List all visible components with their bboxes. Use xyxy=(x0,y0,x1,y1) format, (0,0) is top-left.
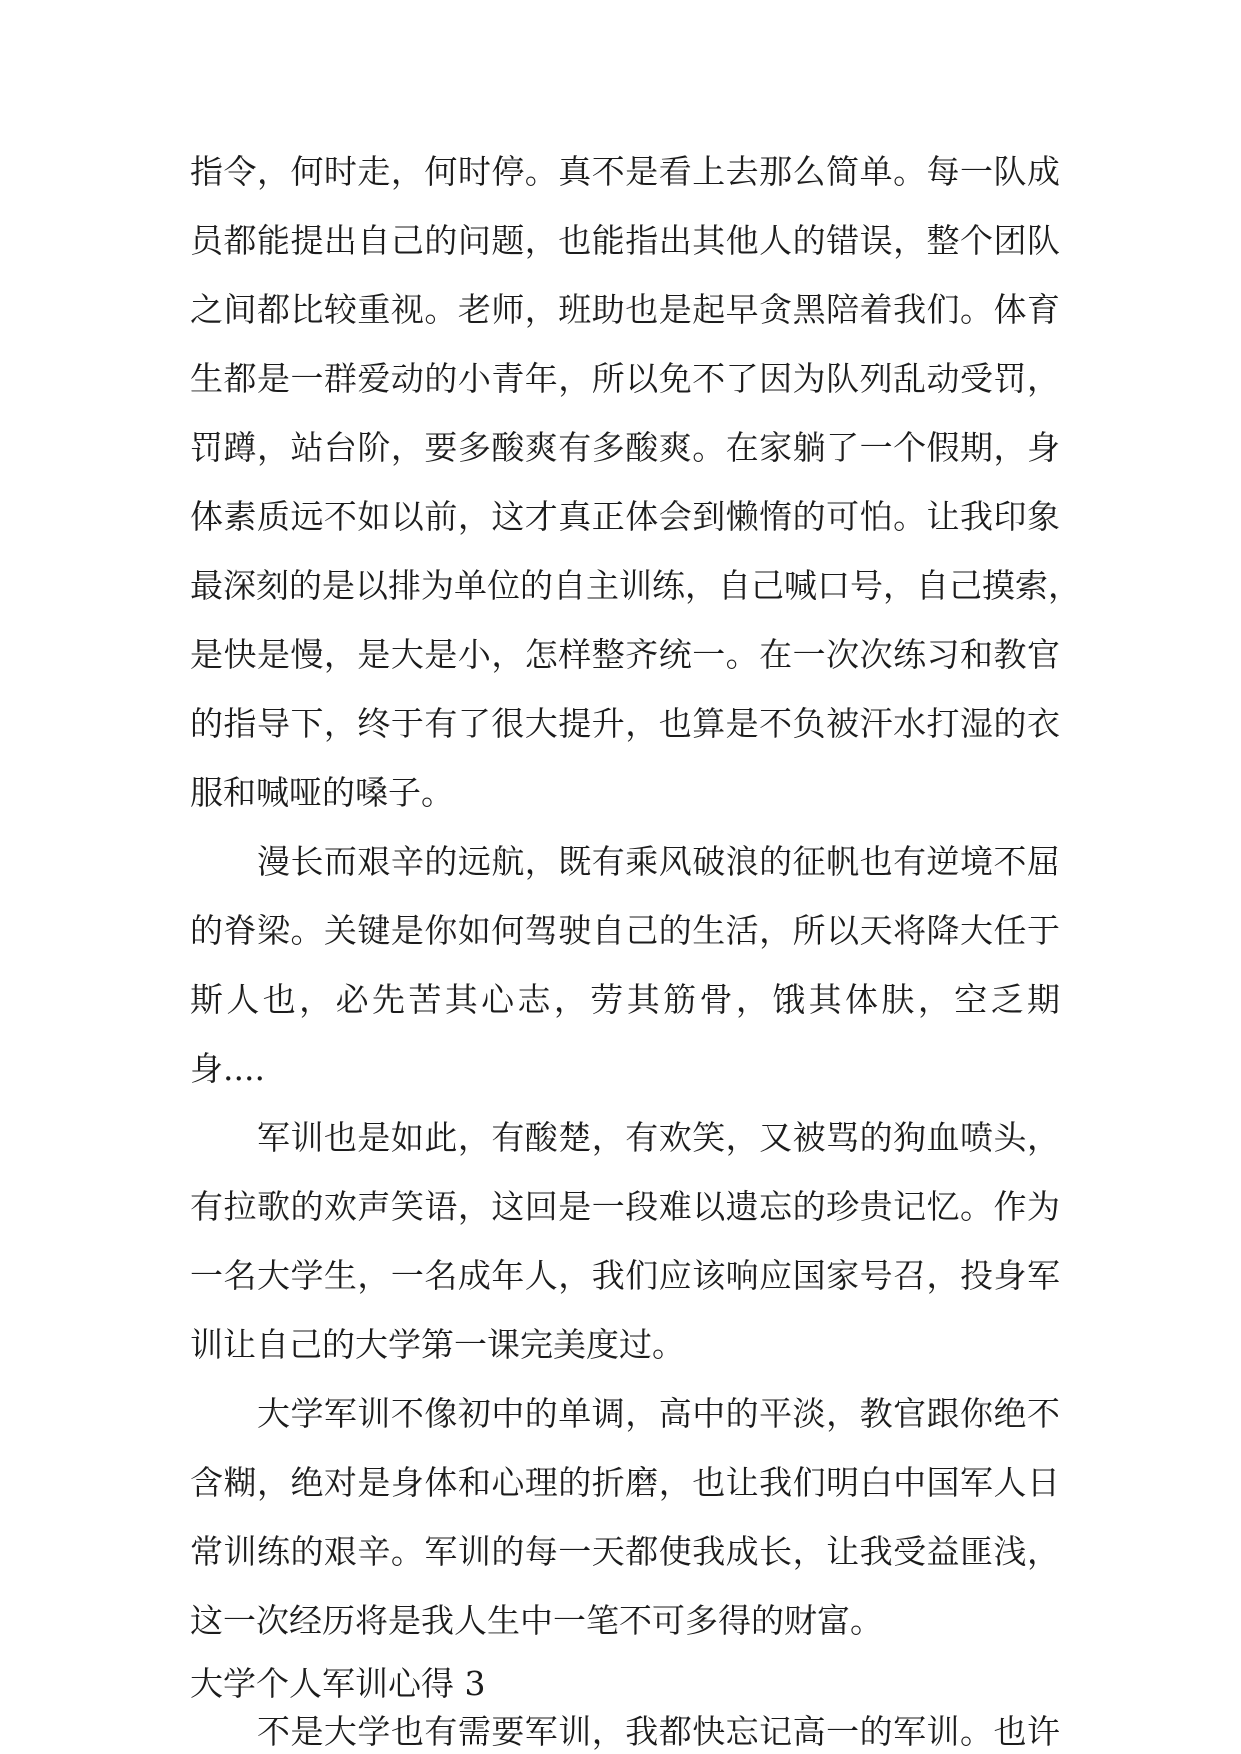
paragraph-line: 指令，何时走，何时停。真不是看上去那么简单。每一队成 xyxy=(190,152,1060,191)
paragraph-line: 一名大学生，一名成年人，我们应该响应国家号召，投身军 xyxy=(190,1256,1060,1295)
paragraph-line: 常训练的艰辛。军训的每一天都使我成长，让我受益匪浅， xyxy=(190,1532,1060,1571)
paragraph-line: 员都能提出自己的问题，也能指出其他人的错误，整个团队 xyxy=(190,221,1060,260)
paragraph-line: 生都是一群爱动的小青年，所以免不了因为队列乱动受罚， xyxy=(190,359,1060,398)
paragraph-line: 含糊，绝对是身体和心理的折磨，也让我们明白中国军人日 xyxy=(190,1463,1060,1502)
paragraph-line: 罚蹲，站台阶，要多酸爽有多酸爽。在家躺了一个假期，身 xyxy=(190,428,1060,467)
paragraph-line: 最深刻的是以排为单位的自主训练，自己喊口号，自己摸索， xyxy=(190,566,1081,605)
paragraph-line: 漫长而艰辛的远航，既有乘风破浪的征帆也有逆境不屈 xyxy=(190,842,1060,881)
paragraph-line: 斯人也，必先苦其心志，劳其筋骨，饿其体肤，空乏期 xyxy=(190,980,1060,1019)
paragraph-line: 有拉歌的欢声笑语，这回是一段难以遗忘的珍贵记忆。作为 xyxy=(190,1187,1060,1226)
paragraph-line: 的脊梁。关键是你如何驾驶自己的生活，所以天将降大任于 xyxy=(190,911,1060,950)
paragraph-line: 服和喊哑的嗓子。 xyxy=(190,773,454,812)
section-heading: 大学个人军训心得 3 xyxy=(190,1664,486,1703)
paragraph-line: 身.... xyxy=(190,1049,265,1088)
paragraph-line: 军训也是如此，有酸楚，有欢笑，又被骂的狗血喷头， xyxy=(190,1118,1060,1157)
paragraph-line: 之间都比较重视。老师，班助也是起早贪黑陪着我们。体育 xyxy=(190,290,1060,329)
paragraph-line: 训让自己的大学第一课完美度过。 xyxy=(190,1325,685,1364)
paragraph-line: 是快是慢，是大是小，怎样整齐统一。在一次次练习和教官 xyxy=(190,635,1060,674)
paragraph-line: 体素质远不如以前，这才真正体会到懒惰的可怕。让我印象 xyxy=(190,497,1060,536)
paragraph-line: 的指导下，终于有了很大提升，也算是不负被汗水打湿的衣 xyxy=(190,704,1060,743)
paragraph-line: 大学军训不像初中的单调，高中的平淡，教官跟你绝不 xyxy=(190,1394,1060,1433)
paragraph-line: 不是大学也有需要军训，我都快忘记高一的军训。也许 xyxy=(190,1712,1060,1751)
paragraph-line: 这一次经历将是我人生中一笔不可多得的财富。 xyxy=(190,1601,883,1640)
